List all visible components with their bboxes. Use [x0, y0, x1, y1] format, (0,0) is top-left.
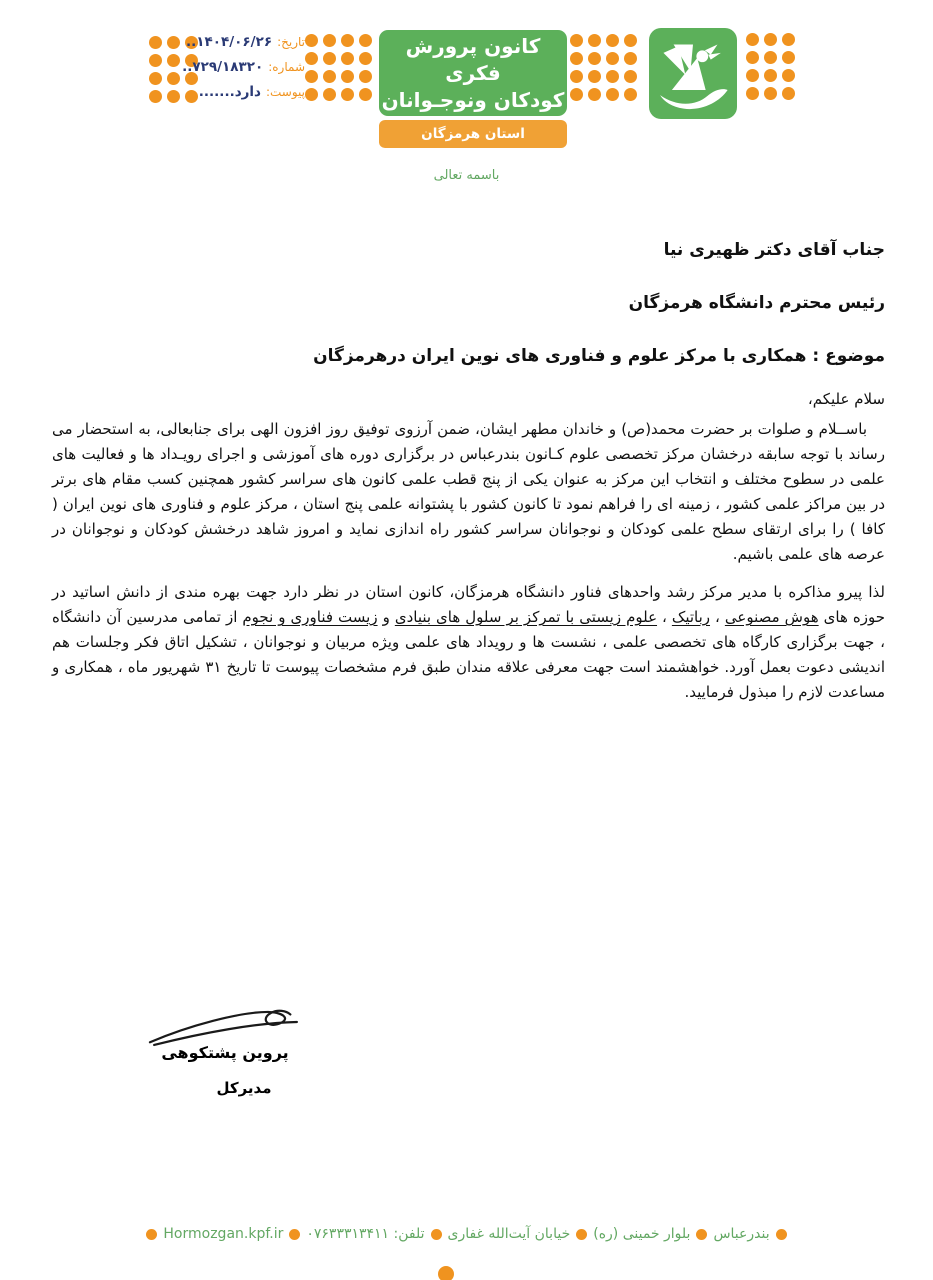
paragraph-text: ،: [710, 608, 725, 626]
orange-dot: [359, 34, 372, 47]
signature-block: [135, 1005, 315, 1097]
bird-logo-icon: [655, 36, 731, 112]
body-paragraph-2: [52, 580, 885, 705]
orange-dot: [746, 69, 759, 82]
org-name-line2: کودکان ونوجـوانان: [381, 87, 565, 112]
orange-dot: [588, 52, 601, 65]
orange-dot: [359, 52, 372, 65]
orange-dot: [782, 87, 795, 100]
orange-dot: [606, 88, 619, 101]
orange-dot: [746, 51, 759, 64]
underlined-phrase: هوش مصنوعی: [724, 608, 819, 626]
attachment-label: پیوست:: [265, 85, 305, 99]
orange-dot: [588, 34, 601, 47]
document-meta: [135, 34, 305, 109]
orange-dot: [782, 33, 795, 46]
orange-dot: [606, 34, 619, 47]
orange-dot: [570, 34, 583, 47]
orange-dot: [588, 88, 601, 101]
body-paragraph-1: باســلام و صلوات بر حضرت محمد(ص) و خاندان مطهر ایشان، ضمن آرزوی توفیق روز افزون الهی برای جنابعالی، به استحضار می رساند با توجه سابقه درخشان مرکز تخصصی علوم کـانون بندرعباس در برگزاری دوره های آموزشی و اجرای رویـداد ها و فعالیت های علمی در سطوح مختلف و انتخاب این مرکز به عنوان یکی از پنج قطب علمی کانون های سراسر کشور همچنین کسب مقام های برتر در بین مراکز علمی کشور ، زمینه ای را فراهم نمود تا کانون کشور با پشتوانه علمی پنج استان ، مرکز علوم و فناوری های نوین ایران ( کافا ) را برای ارتقای سطح علمی کودکان و نوجوانان سراسر کشور راه اندازی نماید و امروز شاهد درخشش کودکان و نوجوانان در عرصه های علمی باشیم.: [52, 420, 885, 563]
dot-grid-pattern: [746, 33, 795, 100]
letter-body: [52, 240, 885, 718]
orange-dot: [746, 87, 759, 100]
dot-separator-icon: [576, 1229, 587, 1240]
footer-item: Hormozgan.kpf.ir: [163, 1226, 284, 1242]
besmellah-text: باسمه تعالی: [433, 168, 500, 183]
signatory-name: پروین پشتکوهی: [161, 1043, 289, 1062]
meta-row-date: [135, 34, 305, 50]
date-value: ۱۴۰۴/۰۶/۲۶..: [186, 34, 273, 50]
number-value: ۷۲۹/۱۸۳۲۰..: [182, 59, 264, 75]
orange-dot: [305, 52, 318, 65]
orange-dot: [359, 88, 372, 101]
underlined-phrase: زیست فناوری و نجوم: [242, 608, 378, 626]
dot-separator-icon: [431, 1229, 442, 1240]
province-badge: استان هرمزگان: [379, 120, 567, 148]
orange-dot: [323, 34, 336, 47]
paragraph-text: لذا پیرو مذاکره با مدیر مرکز رشد واحدهای فناور دانشگاه هرمزگان، کانون استان در نظر دارد جهت بهره مندی از دانش اساتید در حوزه های: [52, 583, 885, 626]
paragraph-text: و: [377, 608, 395, 626]
orange-dot: [746, 33, 759, 46]
meta-row-attachment: [135, 84, 305, 100]
footer-item: خیابان آیت‌الله غفاری: [447, 1226, 571, 1242]
orange-dot: [359, 70, 372, 83]
underlined-phrase: رباتیک: [671, 608, 711, 626]
signatory-title: مدیرکل: [216, 1079, 272, 1097]
footer-item: بلوار خمینی (ره): [593, 1226, 691, 1242]
orange-dot: [341, 34, 354, 47]
footer-item: تلفن: ۰۷۶۳۳۳۱۳۴۱۱: [306, 1226, 425, 1242]
orange-dot: [782, 51, 795, 64]
underlined-phrase: علوم زیستی با تمرکز بر سلول های بنیادی: [394, 608, 658, 626]
orange-dot: [764, 87, 777, 100]
orange-dot: [305, 34, 318, 47]
orange-dot: [624, 52, 637, 65]
orange-dot: [323, 70, 336, 83]
orange-dot: [323, 52, 336, 65]
orange-dot: [606, 52, 619, 65]
footer-contact-bar: [0, 1226, 933, 1242]
orange-dot: [570, 52, 583, 65]
dot-separator-icon: [776, 1229, 787, 1240]
orange-dot: [588, 70, 601, 83]
orange-dot: [764, 69, 777, 82]
dot-grid-pattern: [570, 34, 637, 101]
orange-dot: [305, 88, 318, 101]
orange-dot: [764, 51, 777, 64]
paragraph-text: ،: [657, 608, 672, 626]
meta-row-number: [135, 59, 305, 75]
orange-dot: [323, 88, 336, 101]
orange-dot: [341, 88, 354, 101]
bottom-orange-dot-icon: [438, 1266, 454, 1280]
paragraph-text: از تمامی مدرسین آن دانشگاه ، جهت برگزاری کارگاه های تخصصی علمی ، نشست ها و رویداد های علمی ویژه مربیان و نوجوانان ، تشکیل اتاق فکر وجلسات هم اندیشی دعوت بعمل آورد. خواهشمند است جهت معرفی علاقه مندان طبق فرم مشخصات پیوست تا تاریخ ۳۱ شهریور ماه ، همکاری و مساعدت لازم را مبذول فرمایید.: [52, 608, 885, 701]
dot-separator-icon: [696, 1229, 707, 1240]
subject-line: موضوع : همکاری با مرکز علوم و فناوری های نوین ایران درهرمزگان: [313, 346, 885, 366]
dot-separator-icon: [146, 1229, 157, 1240]
number-label: شماره:: [268, 60, 305, 74]
attachment-value: دارد.......: [198, 84, 261, 100]
orange-dot: [570, 88, 583, 101]
footer-item: بندرعباس: [713, 1226, 770, 1242]
orange-dot: [764, 33, 777, 46]
orange-dot: [606, 70, 619, 83]
orange-dot: [341, 70, 354, 83]
recipient-name: جناب آقای دکتر ظهیری نیا: [663, 240, 885, 260]
orange-dot: [624, 70, 637, 83]
orange-dot: [341, 52, 354, 65]
orange-dot: [624, 34, 637, 47]
org-name-line1: کانون پرورش فکری: [405, 33, 541, 85]
date-label: تاریخ:: [277, 35, 305, 49]
salutation: سلام علیکم،: [807, 390, 885, 408]
dot-separator-icon: [289, 1229, 300, 1240]
orange-dot: [624, 88, 637, 101]
recipient-title: رئیس محترم دانشگاه هرمزگان: [628, 293, 885, 313]
kanoon-logo: [649, 28, 737, 119]
orange-dot: [305, 70, 318, 83]
dot-grid-pattern: [305, 34, 372, 101]
org-name-box: [379, 30, 567, 116]
orange-dot: [570, 70, 583, 83]
orange-dot: [782, 69, 795, 82]
